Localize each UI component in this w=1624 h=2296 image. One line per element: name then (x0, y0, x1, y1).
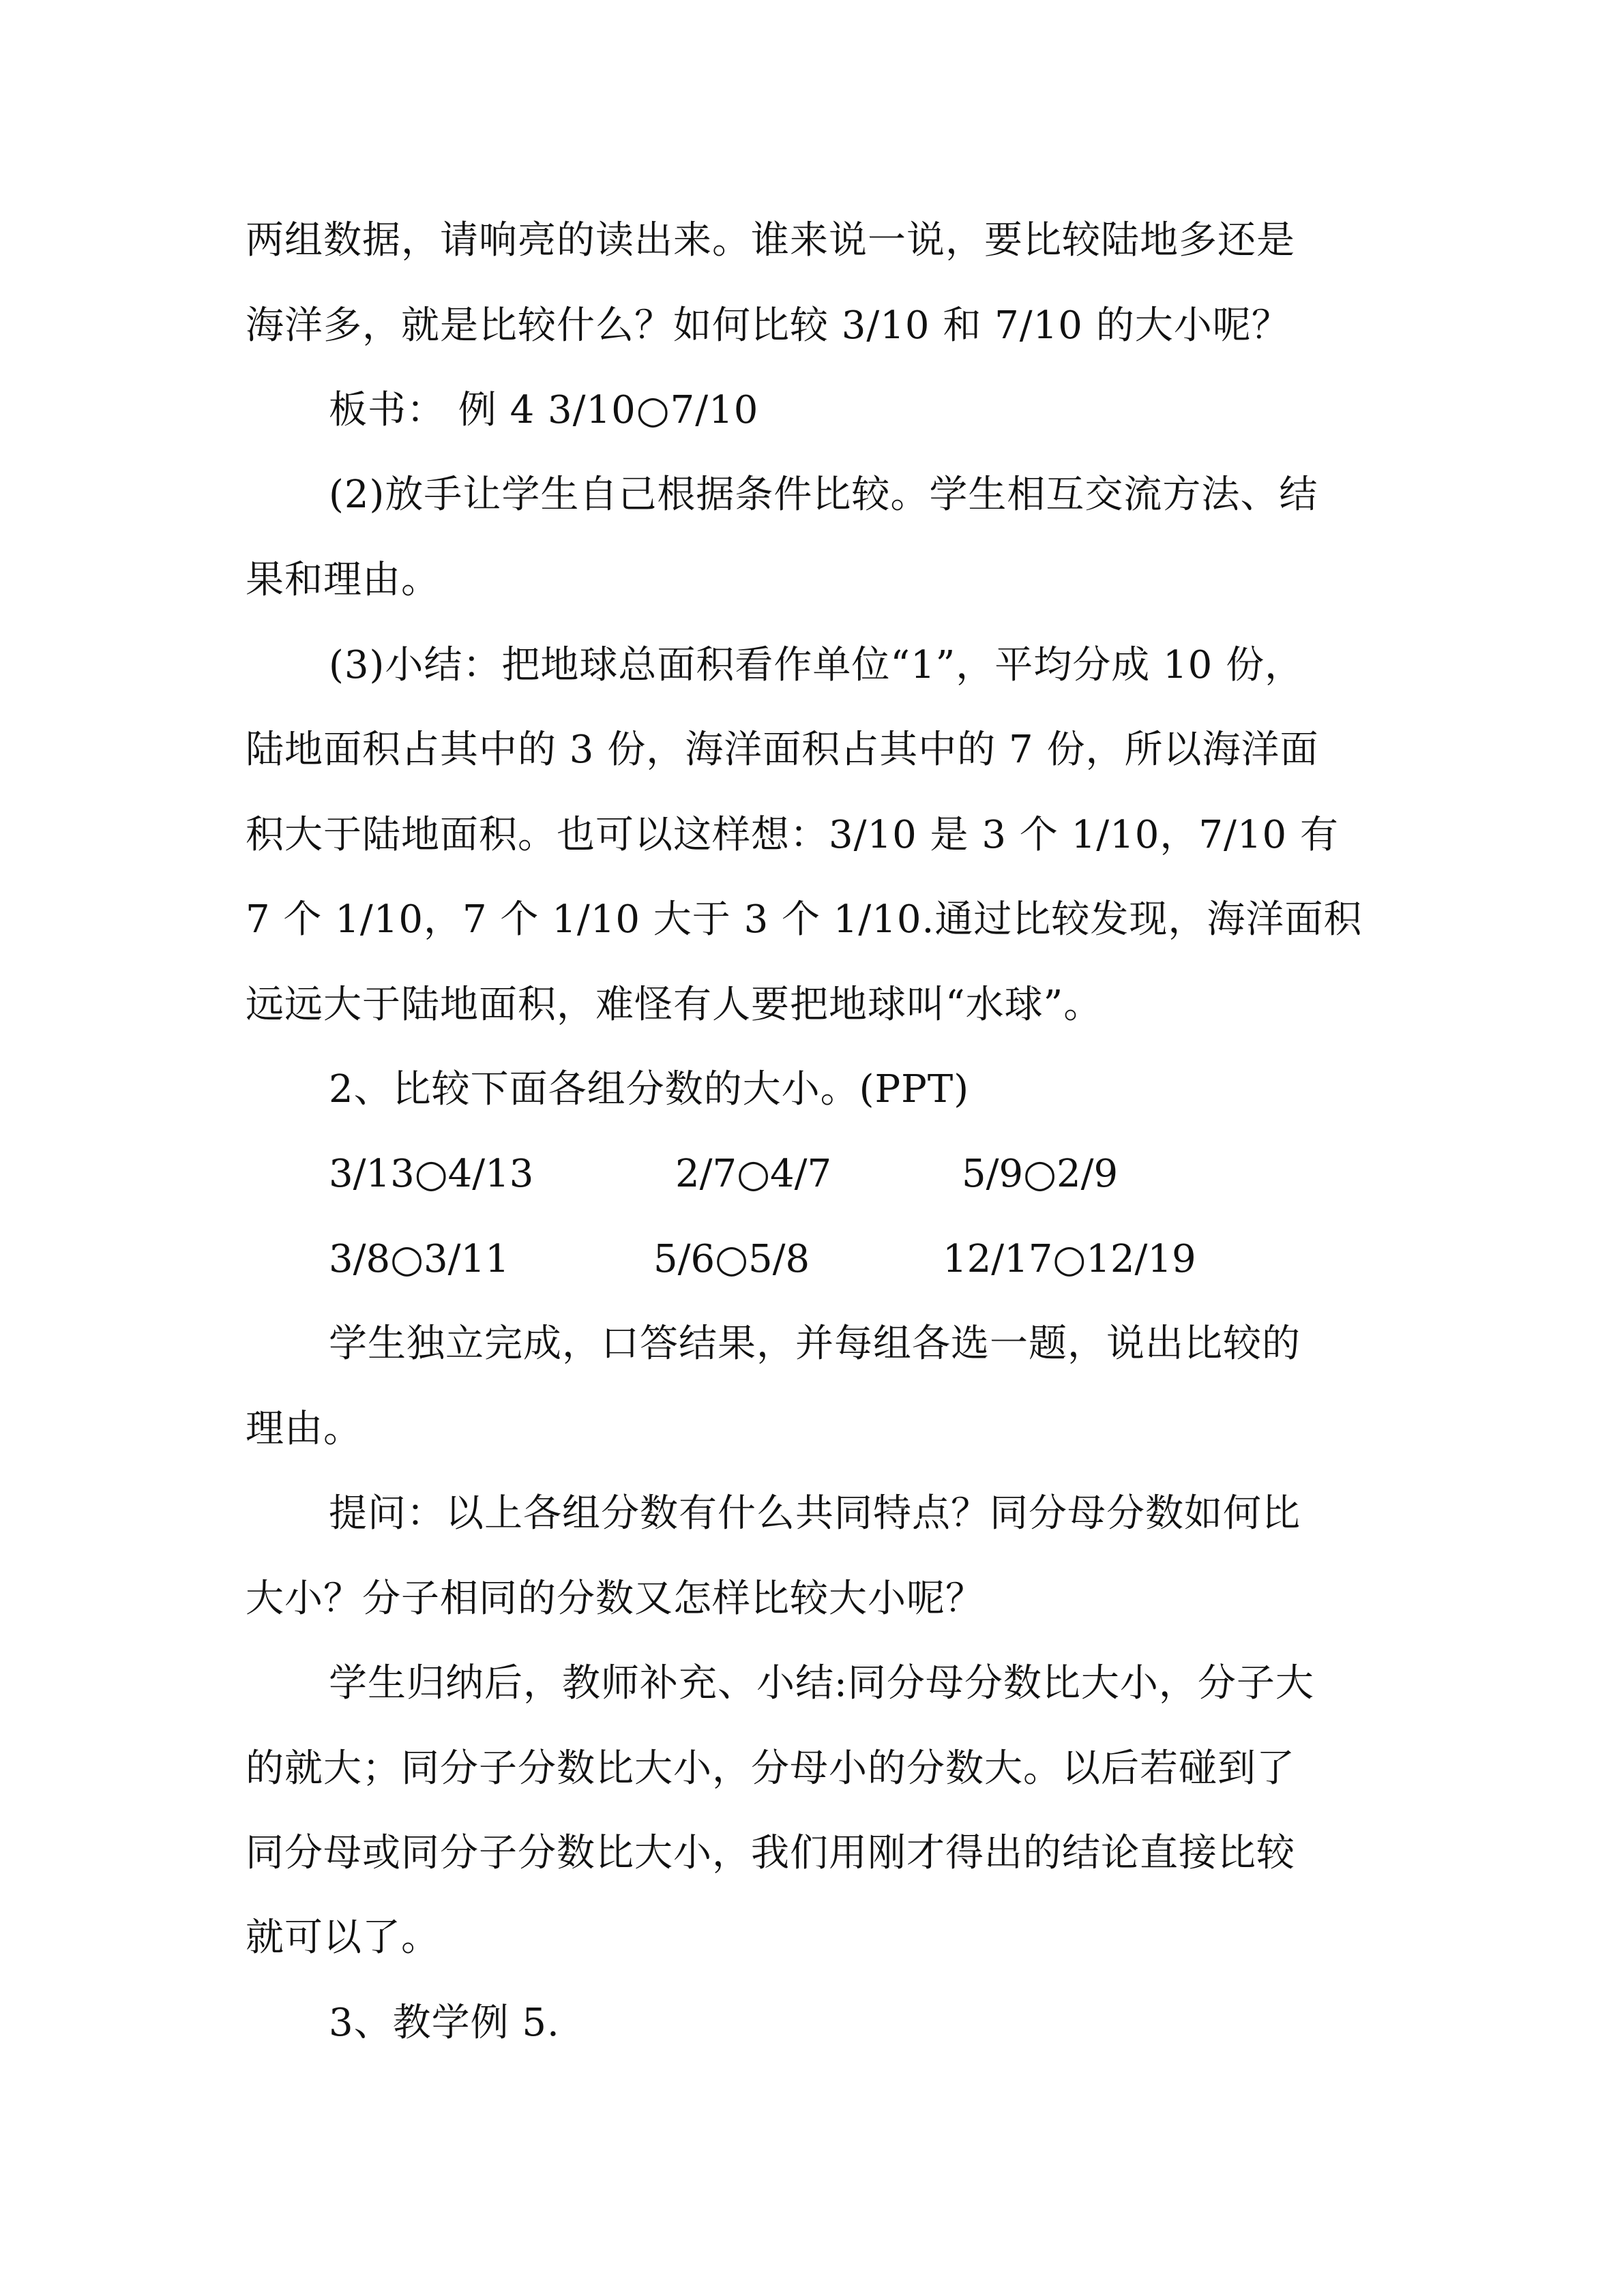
text-line: 果和理由。 (246, 558, 440, 602)
text-line: 大小？分子相同的分数又怎样比较大小呢？ (246, 1577, 984, 1621)
text-line: 理由。 (246, 1407, 362, 1451)
text-line: (2)放手让学生自己根据条件比较。学生相互交流方法、结 (329, 473, 1318, 517)
comparison-item: 3/13○4/13 (329, 1152, 534, 1196)
comparison-item: 5/6○5/8 (653, 1237, 810, 1281)
text-line: 7 个 1/10，7 个 1/10 大于 3 个 1/10.通过比较发现，海洋面积 (246, 897, 1363, 942)
text-line: 提问：以上各组分数有什么共同特点？同分母分数如何比 (329, 1491, 1301, 1536)
text-line: 学生独立完成，口答结果，并每组各选一题，说出比较的 (329, 1322, 1301, 1366)
text-line: 两组数据，请响亮的读出来。谁来说一说，要比较陆地多还是 (246, 218, 1295, 263)
text-line: 2、比较下面各组分数的大小。(PPT) (329, 1067, 970, 1112)
text-line: (3)小结：把地球总面积看作单位“1”，平均分成 10 份， (329, 643, 1304, 687)
text-line: 海洋多，就是比较什么？如何比较 3/10 和 7/10 的大小呢？ (246, 303, 1290, 348)
text-line: 学生归纳后，教师补充、小结:同分母分数比大小，分子大 (329, 1661, 1314, 1705)
text-line: 板书： 例 4 3/10○7/10 (329, 388, 759, 432)
comparison-item: 5/9○2/9 (962, 1152, 1119, 1196)
text-line: 陆地面积占其中的 3 份，海洋面积占其中的 7 份，所以海洋面 (246, 728, 1319, 772)
text-line: 积大于陆地面积。也可以这样想：3/10 是 3 个 1/10，7/10 有 (246, 813, 1339, 857)
text-line: 同分母或同分子分数比大小，我们用刚才得出的结论直接比较 (246, 1831, 1295, 1875)
text-line: 远远大于陆地面积，难怪有人要把地球叫“水球”。 (246, 983, 1103, 1027)
text-line: 3、教学例 5. (329, 2001, 560, 2045)
comparison-item: 12/17○12/19 (943, 1237, 1196, 1281)
text-line: 的就大；同分子分数比大小，分母小的分数大。以后若碰到了 (246, 1746, 1295, 1791)
comparison-item: 3/8○3/11 (329, 1237, 510, 1281)
comparison-item: 2/7○4/7 (675, 1152, 832, 1196)
text-line: 就可以了。 (246, 1915, 440, 1960)
